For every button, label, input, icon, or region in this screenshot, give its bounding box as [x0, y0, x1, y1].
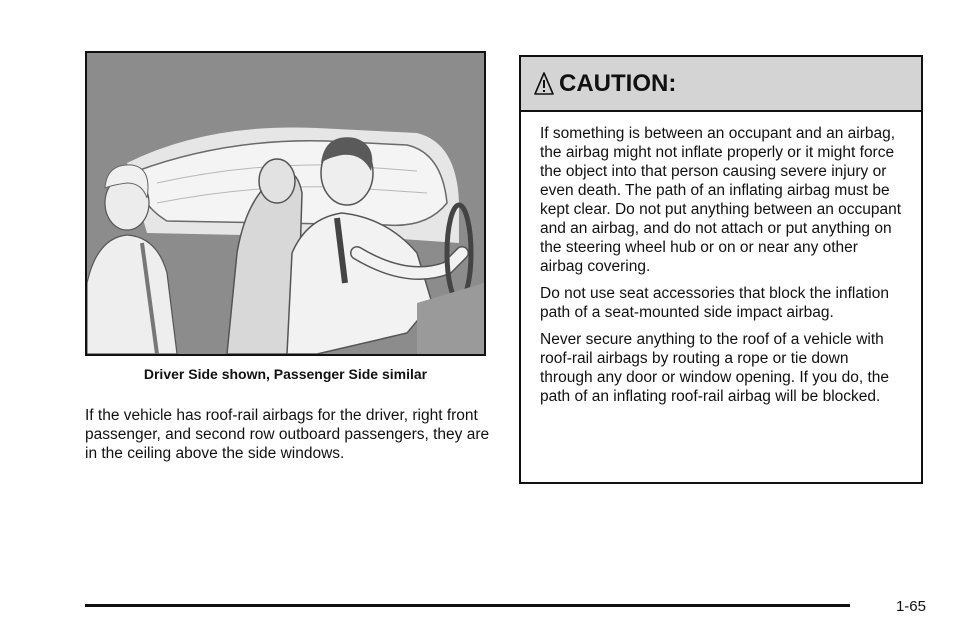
caution-title: CAUTION: [559, 69, 677, 97]
footer-rule [85, 604, 850, 607]
car-interior-drawing [87, 53, 484, 354]
page-number: 1-65 [895, 598, 926, 615]
caution-paragraph: Never secure anything to the roof of a vehicle with roof-rail airbags by routing a rope or tie down through any door or window opening. If you do, the path of an inflating roof-rail airbag will be blocked. [540, 331, 889, 405]
airbag-illustration [85, 51, 486, 356]
caution-paragraph: If something is between an occupant and an airbag, the airbag might not inflate properly or it might force the object into that person causing severe injury or even death. The path of an inflating airbag must be kept clear. Do not put anything between an occupant and an airbag, and do not attach or put anything on the steering wheel hub or on or near any other airbag covering. [540, 125, 902, 275]
caution-paragraph: Do not use seat accessories that block the inflation path of a seat-mounted side impact airbag. [540, 285, 889, 321]
body-paragraph: If the vehicle has roof-rail airbags for the driver, right front passenger, and second row outboard passengers, they are in the ceiling above the side windows. [85, 407, 490, 462]
caution-body [521, 112, 921, 406]
figure-caption: Driver Side shown, Passenger Side similar [143, 366, 428, 382]
warning-triangle-icon [533, 71, 555, 97]
caution-header [521, 57, 921, 112]
caution-box [519, 55, 923, 484]
